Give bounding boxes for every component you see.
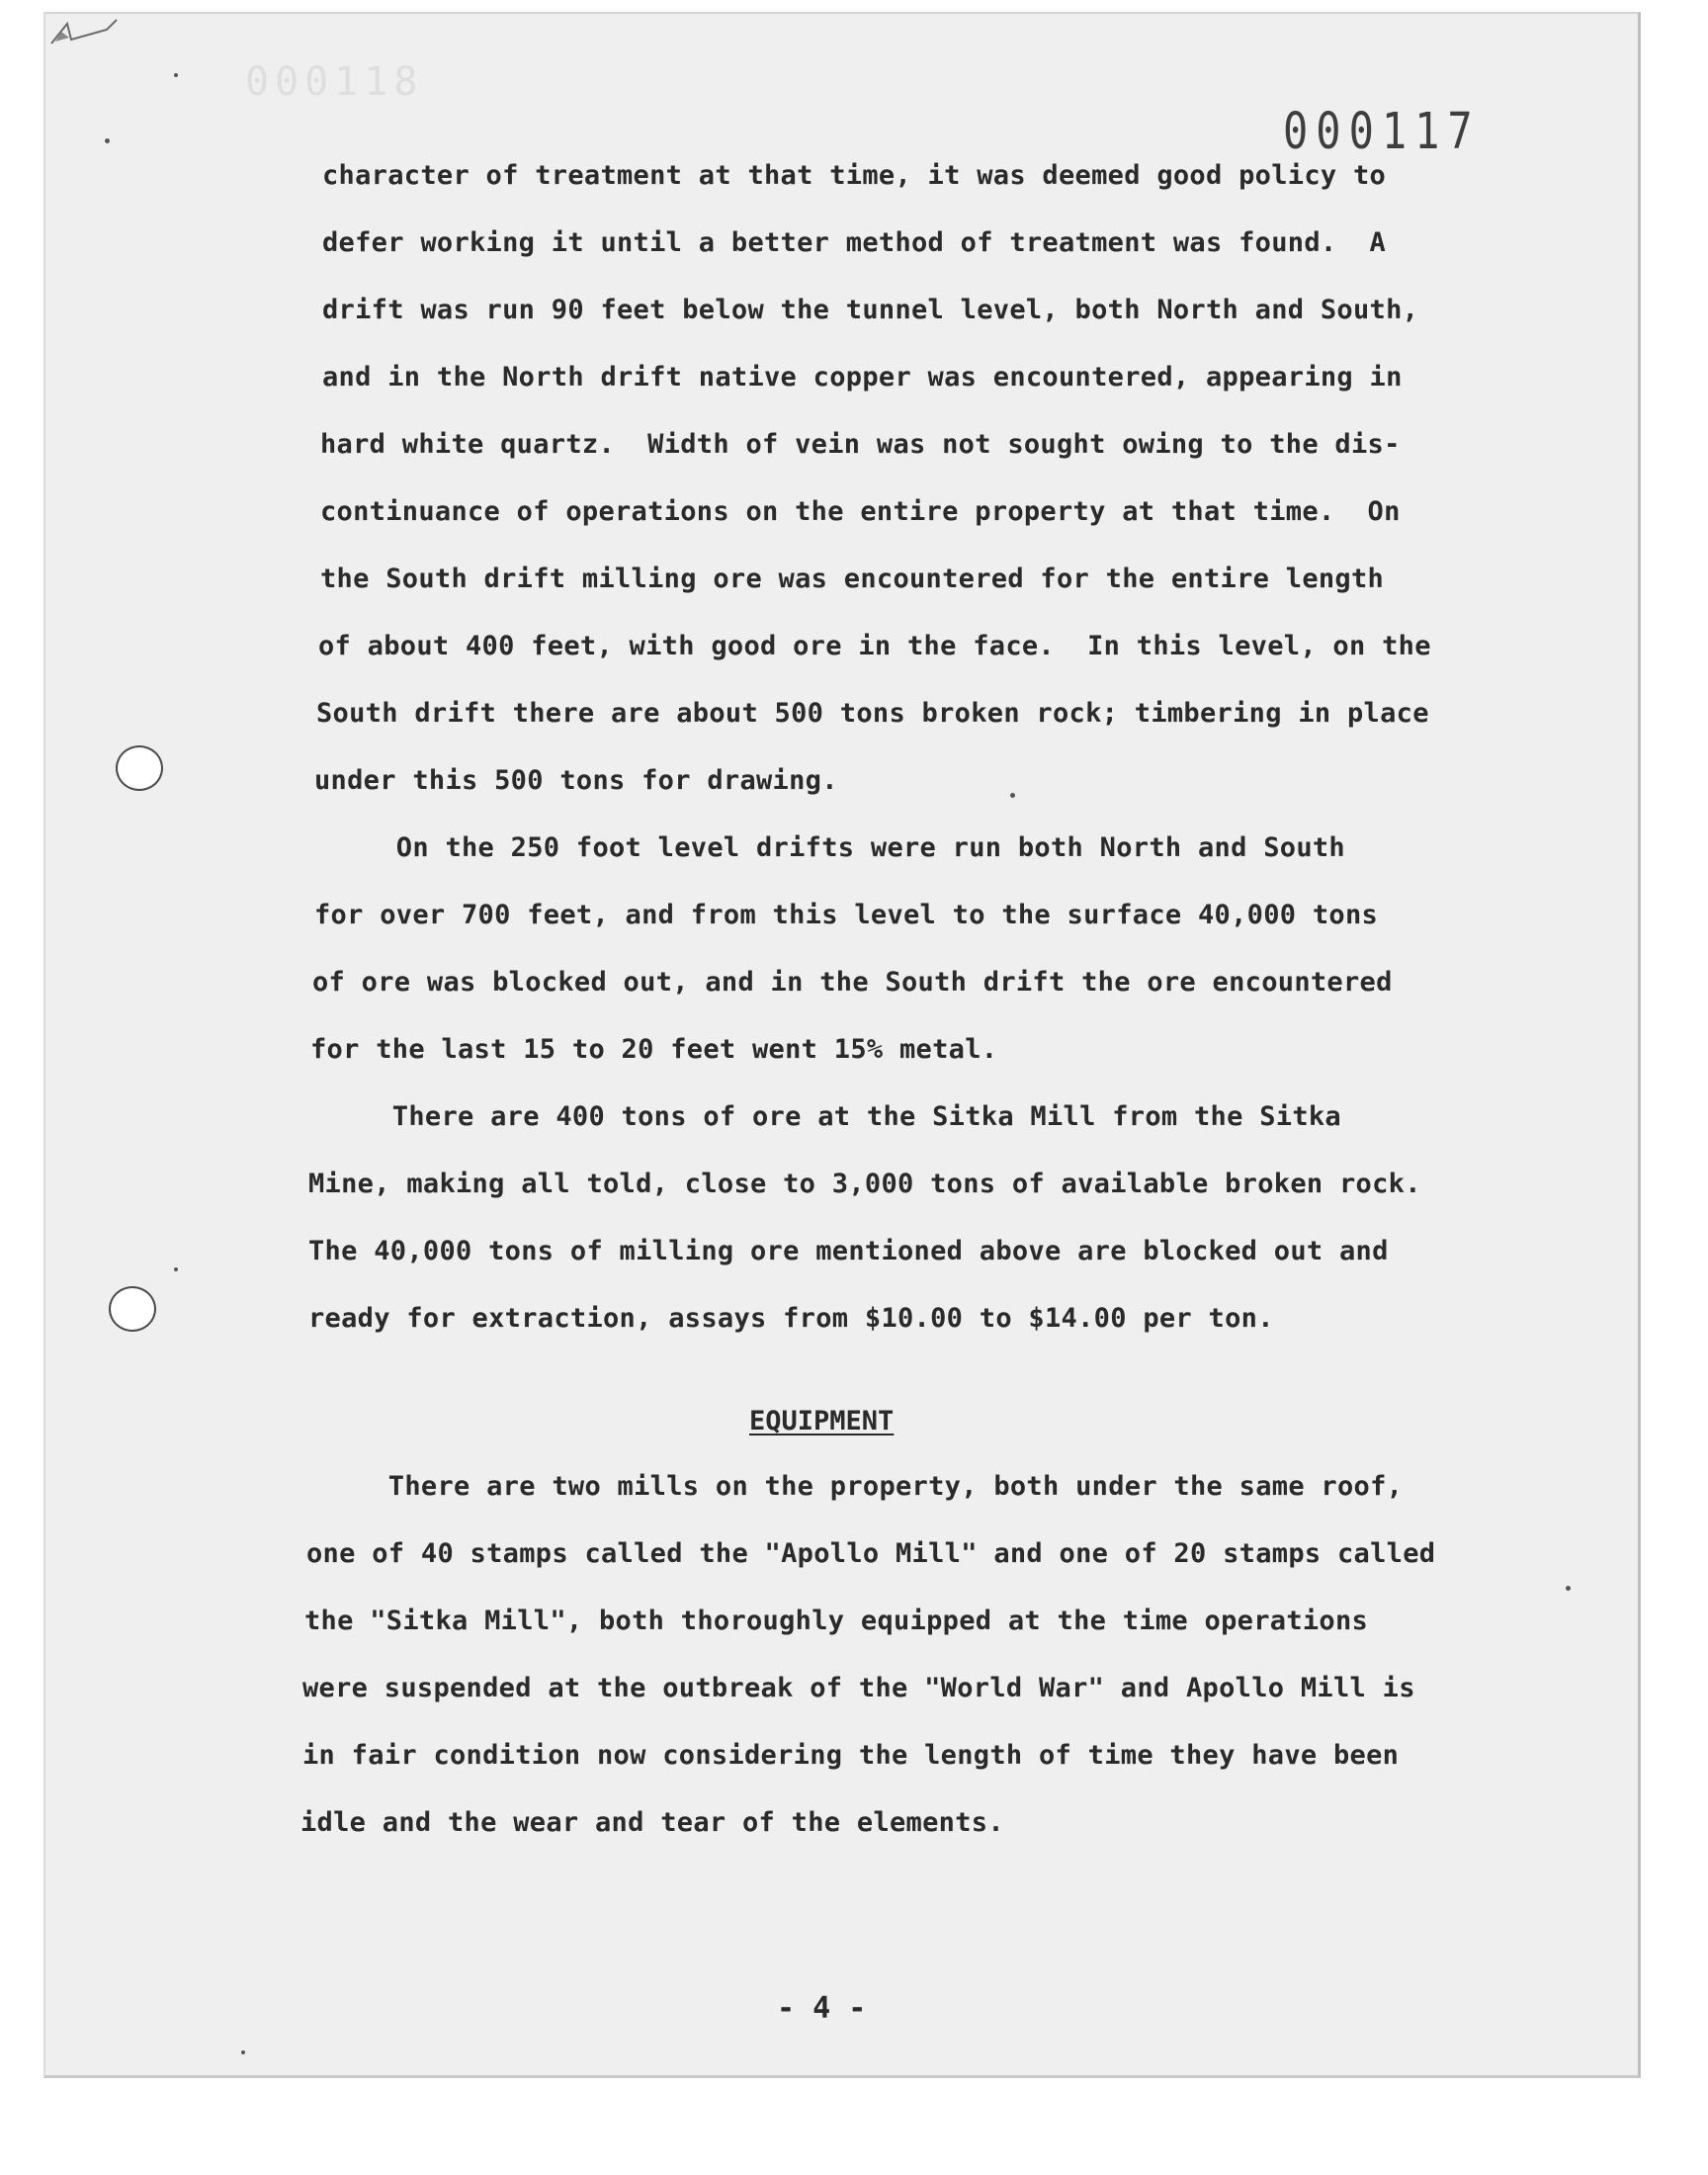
text-line: character of treatment at that time, it was deemed good policy to [322, 160, 1387, 191]
corner-fold-mark [47, 14, 156, 53]
text-line: and in the North drift native copper was encountered, appearing in [322, 362, 1403, 392]
scan-speck [1566, 1586, 1571, 1591]
scan-speck [241, 2050, 245, 2054]
text-line: idle and the wear and tear of the elements. [300, 1807, 1004, 1838]
punch-hole-lower [109, 1286, 156, 1332]
scan-speck [105, 138, 110, 143]
text-line: in fair condition now considering the length of time they have been [302, 1740, 1400, 1771]
text-line: On the 250 foot level drifts were run both North and South [314, 832, 1345, 863]
text-line: The 40,000 tons of milling ore mentioned above are blocked out and [308, 1236, 1389, 1266]
text-line: for over 700 feet, and from this level to the surface 40,000 tons [314, 900, 1379, 930]
text-line: defer working it until a better method of treatment was found. A [322, 227, 1387, 258]
text-line: drift was run 90 feet below the tunnel level, both North and South, [322, 295, 1419, 325]
text-line: hard white quartz. Width of vein was not sought owing to the dis- [320, 429, 1401, 460]
text-line: the South drift milling ore was encountered for the entire length [320, 564, 1385, 594]
scan-speck [1010, 793, 1015, 798]
scan-speck [174, 73, 178, 77]
punch-hole-upper [116, 745, 163, 791]
text-line: South drift there are about 500 tons broken rock; timbering in place [316, 698, 1429, 729]
text-line: continuance of operations on the entire property at that time. On [320, 496, 1401, 527]
text-line: one of 40 stamps called the "Apollo Mill" and one of 20 stamps called [306, 1538, 1436, 1569]
text-line: of ore was blocked out, and in the South drift the ore encountered [312, 967, 1393, 998]
text-line: There are two mills on the property, both under the same roof, [306, 1471, 1404, 1502]
text-line: of about 400 feet, with good ore in the face. In this level, on the [318, 631, 1431, 661]
text-line: Mine, making all told, close to 3,000 tons of available broken rock. [308, 1169, 1421, 1199]
text-line: the "Sitka Mill", both thoroughly equipped at the time operations [304, 1606, 1369, 1636]
text-line: for the last 15 to 20 feet went 15% metal. [310, 1034, 998, 1065]
section-heading: EQUIPMENT [749, 1406, 895, 1436]
text-line: ready for extraction, assays from $10.00 to $14.00 per ton. [308, 1303, 1274, 1334]
scan-speck [174, 1267, 178, 1271]
text-line: There are 400 tons of ore at the Sitka Mill from the Sitka [310, 1101, 1341, 1132]
text-line: under this 500 tons for drawing. [314, 765, 838, 796]
text-line: were suspended at the outbreak of the "World War" and Apollo Mill is [302, 1673, 1415, 1703]
document-number: 000117 [1283, 102, 1481, 160]
page-number: - 4 - [777, 1991, 867, 2026]
bleed-through-number: 000118 [245, 59, 424, 105]
